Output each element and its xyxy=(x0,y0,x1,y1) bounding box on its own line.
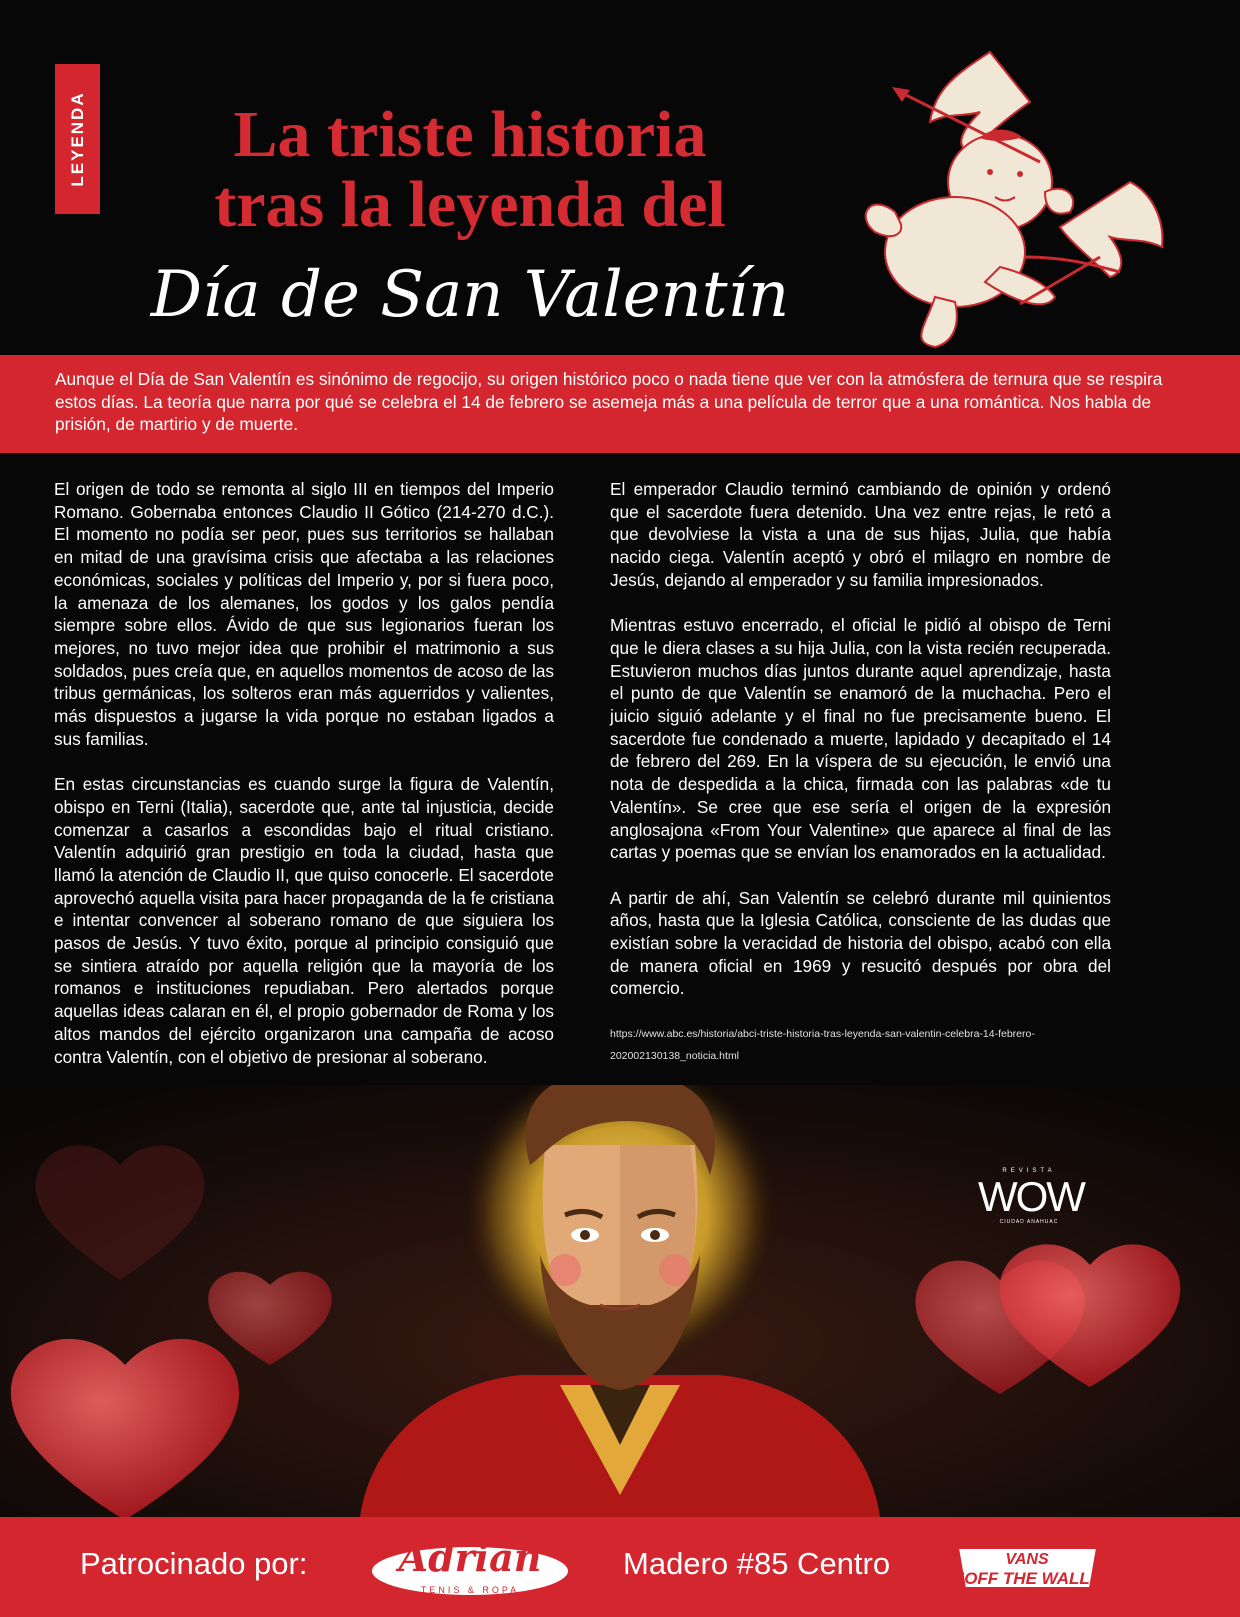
intro-paragraph: Aunque el Día de San Valentín es sinónimo de regocijo, su origen histórico poco o nada tiene que ver con la atmósfera de ternura que se respira estos días. La teoría que narra por qué se celebra el 14 de febrero se asemeja más a una película de terror que a una romántica. Nos habla de prisión, de martirio y de muerte. xyxy=(55,369,1163,434)
section-tab xyxy=(55,64,100,214)
magazine-logo-main: WOW xyxy=(978,1173,1084,1220)
source-link[interactable]: https://www.abc.es/historia/abci-triste-historia-tras-leyenda-san-valentin-celebra-14-febrero-202002130138_noticia.html xyxy=(610,1027,1035,1062)
adrian-logo-name: Adrian xyxy=(398,1535,542,1580)
section-tab-label: LEYENDA xyxy=(67,91,87,187)
adrian-logo[interactable] xyxy=(365,1533,575,1603)
title-line-2: tras la leyenda del xyxy=(214,168,726,241)
body-paragraph: El origen de todo se remonta al siglo III en tiempos del Imperio Romano. Gobernaba entonces Claudio II Gótico (214-270 d.C.). El momento no podía ser peor, pues sus territorios se hallaban en mitad de una gravísima crisis que afectaba a las relaciones económicas, sociales y políticas del Imperio y, por si fuera poco, la amenaza de los alemanes, los godos y los galos pendía siempre sobre ellos. Ávido de que sus legionarios fueran los mejores, no tuvo mejor idea que prohibir el matrimonio a sus soldados, pues creía que, en aquellos momentos de acoso de las tribus germánicas, los solteros eran más aguerridos y valientes, más dispuestos a jugarse la vida porque no estaban ligados a sus familias. xyxy=(54,479,554,749)
body-column-left xyxy=(54,478,554,1091)
body-paragraph: En estas circunstancias es cuando surge la figura de Valentín, obispo en Terni (Italia), sacerdote que, ante tal injusticia, decide comenzar a casarlos a escondidas bajo el ritual cristiano. Valentín adquirió gran prestigio en toda la ciudad, hasta que llamó la atención de Claudio II, que quiso conocerle. El sacerdote aprovechó aquella visita para hacer propaganda de la fe cristiana e intentar convencer al soberano romano de que siguiera los pasos de Jesús. Y tuvo éxito, porque al principio consiguió que se sintiera atraído por aquella religión que la mayoría de los romanos e instituciones repudiaban. Pero alertados porque aquellas ideas calaran en él, el propio gobernador de Roma y los altos mandos del ejército organizaron una campaña de acoso contra Valentín, con el objetivo de presionar al soberano. xyxy=(54,774,554,1067)
vans-logo-brand: VANS xyxy=(1005,1551,1049,1568)
body-paragraph: Mientras estuvo encerrado, el oficial le pidió al obispo de Terni que le diera clases a su hija Julia, con la vista recién recuperada. Estuvieron muchos días juntos durante aquel aprendizaje, hasta el punto de que Valentín se enamoró de la muchacha. Pero el juicio siguió adelante y el final no fue precisamente bueno. El sacerdote fue condenado a muerte, lapidado y decapitado el 14 de febrero del 269. En la víspera de su ejecución, le envió una nota de despedida a la chica, firmada con las palabras «de tu Valentín». Se cree que ese sería el origen de la expresión anglosajona «From Your Valentine» que aparece al final de las cartas y poemas que se envían los enamorados en la actualidad. xyxy=(610,615,1111,863)
body-column-right xyxy=(610,478,1111,1090)
vans-logo-slogan: "OFF THE WALL" xyxy=(956,1569,1098,1588)
body-paragraph: El emperador Claudio terminó cambiando de opinión y ordenó que el sacerdote fuera detenido. Una vez entre rejas, le retó a que devolviese la vista a una de sus hijas, Julia, que había nacido ciega. Valentín aceptó y obró el milagro en nombre de Jesús, dejando al emperador y su familia impresionados. xyxy=(610,479,1111,590)
title-line-3: Día de San Valentín xyxy=(150,258,790,332)
magazine-logo xyxy=(978,1168,1084,1228)
saint-valentine-illustration xyxy=(0,1085,1240,1517)
sponsor-label: Patrocinado por: xyxy=(80,1546,308,1581)
cupid-illustration xyxy=(840,42,1170,362)
body-paragraph: A partir de ahí, San Valentín se celebró durante mil quinientos años, hasta que la Iglesia Católica, consciente de las dudas que existían sobre la veracidad de historia del obispo, acabó con ella de manera oficial en 1969 y resucitó después por obra del comercio. xyxy=(610,887,1111,999)
sponsor-address: Madero #85 Centro xyxy=(623,1546,891,1581)
article-title xyxy=(150,100,790,240)
magazine-logo-bottom: CIUDAD ANAHUAC xyxy=(999,1219,1059,1225)
adrian-logo-tagline: TENIS & ROPA xyxy=(420,1585,520,1595)
title-line-1: La triste historia xyxy=(233,98,707,171)
vans-logo[interactable] xyxy=(950,1530,1105,1602)
magazine-logo-top: REVISTA xyxy=(1002,1168,1056,1174)
